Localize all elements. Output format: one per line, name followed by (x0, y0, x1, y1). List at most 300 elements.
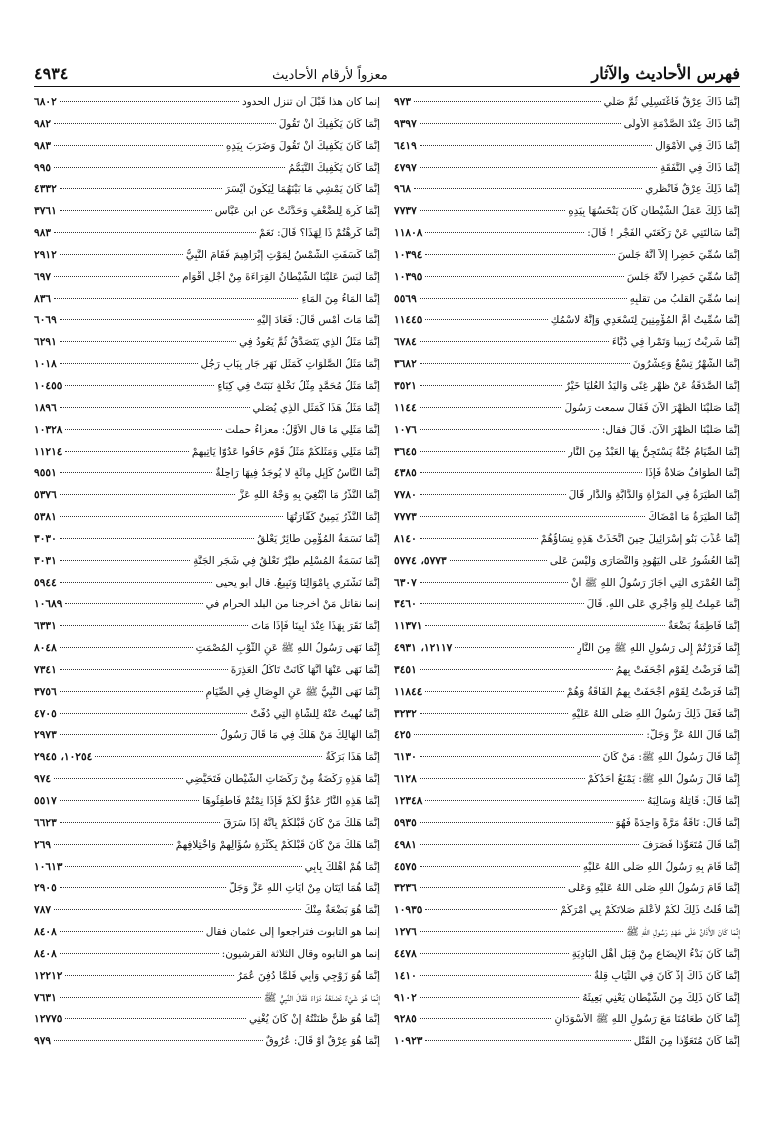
leader-dots (420, 887, 565, 888)
entry-number: ٣٧٥٦ (34, 685, 57, 698)
index-entry (394, 249, 740, 271)
entry-text: إِنَّمَا نَهَى رَسُولُ اللهِ ﷺ عَنِ الثَّوْبِ الْمُصْمَتِ (195, 642, 380, 655)
entry-number: ٤٣٨٥ (394, 467, 417, 480)
entry-number: ٣٥٢١ (394, 379, 417, 392)
entry-text: إِنَّمَا نَهَى النَّبِيُّ ﷺ عَنِ الْوِصَالِ فِي الصِّيَامِ (205, 685, 380, 698)
entry-text: إِنَّمَا هُوَ شَيْءٌ نَصْنَعُهُ دَوَاءً فَقَالَ النَّبِيُّ ﷺ (263, 991, 380, 1004)
entry-text: إِنَّمَا قُلْتُ ذَلِكَ لَكُمْ لأَعْلَمَ صَلاتَكُمْ بِي أَمْرَكُمْ (560, 904, 740, 917)
entry-text: إِنَّمَا هُوَ بَضْعَةٌ مِنْكَ (304, 904, 380, 917)
index-entry (394, 708, 740, 730)
page-title: فهرس الأحاديث والآثار (591, 64, 740, 83)
entry-number: ١٢١١٧، ٤٩٣١ (394, 642, 453, 655)
leader-dots (54, 123, 276, 124)
entry-text: إِنَّمَا فَرَضْتُ لِقَوْمٍ أَجْحَفَتْ بِهِمُ الْفَاقَةُ وَهُمْ (566, 685, 740, 698)
entry-text: إنما كان هذا قَبْلَ أن تنزل الحدود (242, 96, 380, 108)
entry-text: إِنَّمَا كَانَ مُتَعَوِّذاً مِنَ الْقَتْلِ (633, 1035, 740, 1048)
entry-text: إِنَّمَا مَثَلِي وَمَثَلُكُمْ مَثَلُ قَوْمٍ خَافُوا عَدُوّاً يَأْتِيهِمْ (191, 445, 380, 458)
entry-text: إِنَّمَا نَسَمَةُ الْمُؤْمِنِ طَائِرٌ يَعْلُقُ (257, 532, 380, 545)
index-entry (394, 96, 740, 118)
leader-dots (420, 494, 566, 495)
entry-number: ٨٠٤٨ (34, 642, 57, 655)
leader-dots (60, 101, 239, 102)
index-entry (34, 708, 380, 730)
entry-number: ١٢٢١٢ (34, 969, 63, 982)
entry-number: ٧٦٣١ (34, 991, 57, 1004)
entry-number: ١٢٧٧٥ (34, 1013, 63, 1026)
entry-text: إِنَّمَا فَرَرْتُمْ إِلَى رَسُولِ اللهِ ﷺ مِنَ النَّارِ (576, 642, 740, 655)
page-subtitle: معزواً لأرقام الأحاديث (272, 68, 388, 83)
leader-dots (60, 582, 213, 583)
leader-dots (65, 975, 233, 976)
entry-number: ٩٨٣ (34, 139, 52, 152)
leader-dots (60, 647, 193, 648)
leader-dots (420, 582, 568, 583)
entry-number: ١٠١٨ (34, 358, 57, 371)
index-entry (394, 533, 740, 555)
entry-text: إِنَّمَا لَبَسَ عَلَيْنَا الشَّيْطَانُ الْقِرَاءَةَ مِنْ أَجْلِ أَقْوَامٍ (182, 270, 380, 283)
index-entry (394, 970, 740, 992)
index-entry (394, 183, 740, 205)
index-entry (34, 861, 380, 883)
index-entry (394, 904, 740, 926)
leader-dots (65, 866, 301, 867)
leader-dots (60, 713, 248, 714)
entry-text: إِنَّمَا كَرِهْتُمْ ذَا لِهَذَا؟ قَالَ: نَعَمْ (258, 227, 380, 240)
index-entry (394, 1013, 740, 1035)
index-entry (394, 598, 740, 620)
entry-number: ٩٨٣ (34, 227, 52, 240)
index-entry (34, 904, 380, 926)
index-entry (34, 882, 380, 904)
leader-dots (420, 123, 621, 124)
leader-dots (60, 472, 213, 473)
entry-text: إِنَّمَا قَالَ: نَاقَةٌ مَرَّةً وَاحِدَةً فَهُوَ (615, 816, 740, 829)
leader-dots (60, 516, 284, 517)
index-entry (34, 489, 380, 511)
entry-text: إِنَّمَا هُمْ أَهْلُكَ بِأَبِي (304, 860, 380, 873)
entry-number: ٣٦٤٥ (394, 445, 417, 458)
leader-dots (420, 713, 569, 714)
entry-text: إِنَّمَا مَثَلُ هَذَا كَمَثَلِ الَّذِي يُصَلِّي (252, 401, 380, 414)
entry-number: ٨٤٠٨ (34, 947, 57, 960)
entry-number: ١٠٣٢٨ (34, 423, 63, 436)
entry-number: ٤٥٧٥ (394, 860, 417, 873)
leader-dots (54, 844, 173, 845)
index-entry (394, 664, 740, 686)
index-entry (394, 861, 740, 883)
entry-number: ٦٠٦٩ (34, 314, 57, 327)
leader-dots (54, 232, 256, 233)
entry-number: ٩٦٨ (394, 183, 412, 196)
entry-number: ١١٤٤ (394, 401, 417, 414)
leader-dots (420, 538, 538, 539)
entry-number: ٣٠٣٠ (34, 532, 57, 545)
leader-dots (420, 516, 646, 517)
entry-number: ٦١٢٨ (394, 773, 417, 786)
leader-dots (54, 778, 182, 779)
entry-number: ٤٣٣٢ (34, 183, 57, 196)
left-column (34, 96, 380, 1057)
index-entry (34, 205, 380, 227)
entry-number: ٧٣٤١ (34, 663, 57, 676)
entry-text: إنما هو التابوت فتراجعوا إلى عثمان فقال (205, 926, 380, 939)
leader-dots (420, 931, 623, 932)
index-entry (34, 970, 380, 992)
entry-text: إِنَّمَا كُرِهَ لِلضَّعْفِ وَحَدَّثَتْ عن ابنِ عَبَّاسٍ (214, 205, 380, 218)
index-entry (34, 729, 380, 751)
leader-dots (420, 472, 643, 473)
entry-text: إِنَّمَا كَانَ يَمْشِي مَا بَيْنَهُمَا لِيَكُونَ أَيْسَرَ (224, 183, 380, 196)
entry-number: ٤٢٥ (394, 729, 412, 742)
entry-number: ١١٣٧١ (394, 620, 423, 633)
entry-text: إِنَّمَا نَهَى عَنْهَا أَنَّهَا كَانَتْ تَأْكُلُ الْعَذِرَةَ (230, 663, 380, 676)
leader-dots (420, 210, 565, 211)
leader-dots (60, 800, 200, 801)
leader-dots (60, 669, 228, 670)
index-entry (34, 249, 380, 271)
entry-text: إِنَّمَا صَلَّيْنَا الظُّهْرَ الآنَ فَقَالَ سمعت رَسُولَ (564, 401, 740, 414)
entry-number: ٣٢٣٢ (394, 707, 417, 720)
entry-text: إنما سُمِّيَ القلبُ من تقلُّبِهِ (629, 292, 740, 305)
index-entry (34, 380, 380, 402)
leader-dots (420, 975, 591, 976)
entry-text: إِنَّمَا كَانَ يَكْفِيكَ أَنْ تَقُولَ وَضَرَبَ بِيَدِهِ (225, 139, 380, 152)
leader-dots (414, 188, 642, 189)
leader-dots (420, 1018, 552, 1019)
entry-text: إِنَّمَا كَانَ بَدْءُ الإِيضَاعِ مِنْ قِبَلِ أَهْلِ الْبَادِيَةِ (571, 947, 740, 960)
entry-text: إِنَّمَا قَالَ: قَاتِلَهُ وَسَالِبَهُ (647, 795, 740, 807)
leader-dots (420, 363, 630, 364)
entry-number: ١٢٧٦ (394, 926, 417, 939)
entry-text: إِنَّمَا صَلَّيْنَا الظُّهْرَ الآنَ. قَالَ فقال: (601, 423, 740, 436)
index-entry (34, 555, 380, 577)
leader-dots (65, 603, 202, 604)
leader-dots (65, 1018, 246, 1019)
entry-number: ٩١٠٢ (394, 991, 417, 1004)
entry-text: إِنَّمَا مَثَلُ الَّذِي يَتَصَدَّقُ ثُمَّ يَعُودُ فِي (239, 336, 380, 349)
leader-dots (60, 931, 203, 932)
entry-text: إِنَّمَا سُمِّيتُ أُمَّ الْمُؤْمِنِينَ لِتَسْعَدِي وَإِنَّهُ لاسْمُكِ (550, 314, 740, 327)
entry-text: إِنَّمَا ذَلِكَ عِرْقٌ فَانْظُرِي (645, 183, 740, 196)
entry-number: ٣٤٥١ (394, 663, 417, 676)
entry-number: ٦١٣٠ (394, 751, 417, 764)
index-entry (394, 882, 740, 904)
index-entry (394, 118, 740, 140)
index-entry (34, 686, 380, 708)
leader-dots (60, 319, 254, 320)
index-entry (34, 511, 380, 533)
entry-text: إِنَّمَا هُوَ زَوْجِي وَأَبِي فَلَمَّا دُفِنَ عُمَرُ (236, 969, 380, 982)
leader-dots (420, 756, 600, 757)
entry-number: ١١٤٤٥ (394, 314, 423, 327)
index-entry (394, 293, 740, 315)
index-entry (394, 926, 740, 948)
index-entry (394, 817, 740, 839)
index-entry (34, 992, 380, 1014)
leader-dots (54, 145, 223, 146)
leader-dots (420, 778, 585, 779)
leader-dots (414, 101, 601, 102)
leader-dots (60, 188, 222, 189)
entry-number: ٣٤٦٠ (394, 598, 417, 611)
entry-text: إِنَّمَا كَسَفَتِ الشَّمْسُ لِمَوْتِ إِبْرَاهِيمَ فَقَامَ النَّبِيُّ (185, 248, 380, 261)
index-entry (394, 620, 740, 642)
index-entry (394, 555, 740, 577)
entry-number: ٥٩٣٥ (394, 816, 417, 829)
entry-text: إِنَّمَا الطِّيَرَةُ فِي الْمَرْأَةِ وَالدَّابَّةِ وَالدَّارِ قَالَ (568, 489, 740, 502)
entry-number: ١٤١٠ (394, 969, 417, 982)
index-entry (34, 446, 380, 468)
entry-text: إِنَّمَا مَثَلِي مَا قال الأَوَّلُ: معزاءُ حملت (224, 423, 380, 436)
index-entry (394, 948, 740, 970)
index-entry (394, 271, 740, 293)
entry-text: إِنَّمَا نَشْتَرِي بِأَمْوَالِنَا وَنَبِيعُ. قال أبو يحيى (215, 576, 380, 589)
entry-number: ٥٥٦٩ (394, 292, 417, 305)
entry-number: ٤٧٩٧ (394, 161, 417, 174)
leader-dots (60, 734, 217, 735)
index-entry (394, 205, 740, 227)
entry-number: ١٠٧٦ (394, 423, 417, 436)
entry-text: إِنَّمَا سُمِّيَ خَضِراً لأَنَّهُ جَلَسَ (626, 270, 740, 283)
entry-number: ٨١٤٠ (394, 532, 417, 545)
entry-text: إنما نقاتل مَنْ أخرجنا من البلد الحرام في (205, 598, 380, 611)
leader-dots (420, 953, 569, 954)
entry-number: ٤٩٨١ (394, 838, 417, 851)
index-entry (34, 577, 380, 599)
entry-text: إِنَّمَا الْمَاءُ مِنَ الْمَاءِ (301, 292, 380, 305)
leader-dots (54, 276, 179, 277)
index-entry (34, 795, 380, 817)
index-entry (394, 140, 740, 162)
entry-number: ١٠٦٨٩ (34, 598, 63, 611)
entry-text: إِنَّمَا هَذِهِ النَّارُ عَدُوٌّ لَكُمْ فَإِذَا نِمْتُمْ فَأَطْفِئُوهَا (202, 795, 380, 807)
index-entry (34, 424, 380, 446)
right-column (394, 96, 740, 1057)
leader-dots (54, 1040, 263, 1041)
leader-dots (60, 691, 203, 692)
entry-number: ٩٩٥ (34, 161, 52, 174)
entry-text: إِنَّمَا قَالَ رَسُولُ اللهِ ﷺ: مَنْ كَانَ (602, 751, 740, 764)
entry-text: إِنَّمَا فَرَضْتُ لِقَوْمٍ أَجْحَفَتْ بِهِمُ (615, 663, 740, 676)
index-entry (394, 402, 740, 424)
entry-text: إِنَّمَا هُوَ عِرْقٌ أَوْ قَالَ: عُرُوقٌ (265, 1035, 380, 1048)
leader-dots (420, 844, 640, 845)
entry-number: ٥٥١٧ (34, 795, 57, 807)
entry-number: ٥٩٤٤ (34, 576, 57, 589)
index-entry (394, 795, 740, 817)
entry-number: ١٠٩٢٣ (394, 1035, 423, 1048)
index-entry (34, 183, 380, 205)
entry-text: إِنَّمَا ذَاكَ عِنْدَ الصَّدْمَةِ الأُولَى (623, 117, 740, 130)
index-entry (394, 686, 740, 708)
index-entry (34, 751, 380, 773)
leader-dots (425, 691, 563, 692)
entry-text: إِنَّمَا الْهَالِكُ مَنْ هَلَكَ فِي مَا قَالَ رَسُولُ (220, 729, 380, 742)
entry-number: ٤٧٠٥ (34, 707, 57, 720)
index-entry (394, 773, 740, 795)
entry-text: إِنَّمَا الصِّيَامُ جُنَّةٌ يَسْتَجِنُّ بِهَا الْعَبْدُ مِنَ النَّارِ (567, 445, 740, 458)
leader-dots (425, 909, 557, 910)
leader-dots (60, 625, 248, 626)
index-entry (394, 642, 740, 664)
entry-number: ٩٨٢ (34, 117, 52, 130)
index-entry (394, 380, 740, 402)
index-entry (34, 271, 380, 293)
leader-dots (420, 298, 627, 299)
entry-text: إِنَّمَا الْعُشُورُ عَلَى الْيَهُودِ وَالنَّصَارَى وَلَيْسَ عَلَى (549, 554, 740, 567)
index-entry (34, 664, 380, 686)
index-entry (34, 314, 380, 336)
entry-number: ٧٧٧٣ (394, 511, 417, 524)
entry-number: ٩٧٩ (34, 1035, 52, 1048)
entry-number: ١٢٣٤٨ (394, 795, 423, 807)
entry-number: ٨٣٦ (34, 292, 52, 305)
leader-dots (60, 363, 198, 364)
leader-dots (420, 866, 580, 867)
entry-number: ٢٩٧٣ (34, 729, 57, 742)
entry-text: إِنَّمَا هُمَا آيَتَانِ مِنْ آيَاتِ اللهِ عَزَّ وَجَلَّ (229, 882, 380, 895)
entry-text: إِنَّمَا كَانَ يَكْفِيكَ أَنْ تَقُولَ (278, 117, 380, 130)
entry-text: إِنَّمَا ذَاكَ عِرْقٌ فَاغْتَسِلِي ثُمَّ صَلِّي (603, 96, 740, 108)
leader-dots (60, 997, 261, 998)
entry-text: إِنَّمَا النَّذْرُ يَمِينٌ كَفَّارَتُهَا (286, 511, 380, 524)
entry-number: ٥٣٨١ (34, 511, 57, 524)
index-entry (394, 227, 740, 249)
entry-number: ١٨٩٦ (34, 401, 57, 414)
entry-text: إِنَّمَا نَسَمَةُ الْمُسْلِمِ طَيْرٌ تَعْلُقُ فِي شَجَرِ الْجَنَّةِ (193, 554, 380, 567)
entry-number: ١٠٦١٣ (34, 860, 63, 873)
entry-number: ٩٧٣ (394, 96, 412, 108)
index-entry (34, 162, 380, 184)
entry-number: ١١٢١٤ (34, 445, 63, 458)
leader-dots (60, 254, 183, 255)
entry-text: إِنَّمَا قَامَ رَسُولُ اللهِ صَلَّى اللهُ عَلَيْهِ وَعَلَى (568, 882, 740, 895)
leader-dots (420, 167, 657, 168)
index-entry (34, 620, 380, 642)
index-entry (394, 424, 740, 446)
leader-dots (60, 341, 236, 342)
leader-dots (54, 167, 285, 168)
index-entry (34, 227, 380, 249)
leader-dots (414, 734, 643, 735)
index-entry (394, 751, 740, 773)
entry-number: ١٠٤٥٥ (34, 379, 63, 392)
entry-text: إِنَّمَا هُوَ ظَنٌّ ظَنَنْتُهُ إِنْ كَانَ يُغْنِي (248, 1013, 380, 1026)
page-header (34, 60, 740, 87)
index-entry (34, 467, 380, 489)
entry-text: إِنَّمَا ذَاكَ فِي الأَمْوَالِ (655, 139, 740, 152)
entry-text: إِنَّمَا قَالَ رَسُولُ اللهِ ﷺ: يَمْنَعُ أَحَدُكُمْ (587, 773, 740, 786)
index-entry (394, 162, 740, 184)
index-entry (394, 1035, 740, 1057)
entry-number: ٩٢٨٥ (394, 1013, 417, 1026)
entry-number: ٩٣٩٧ (394, 117, 417, 130)
index-entry (34, 402, 380, 424)
index-entry (394, 336, 740, 358)
entry-number: ٥٧٧٣، ٥٧٧٤ (394, 554, 447, 567)
entry-text: إِنَّمَا فَعَلَ ذَلِكَ رَسُولُ اللهِ صَلَّى اللهُ عَلَيْهِ (571, 707, 740, 720)
entry-text: إِنَّمَا هَلَكَ مَنْ كَانَ قَبْلَكُمْ بِكَثْرَةِ سُؤَالِهِمْ وَاخْتِلافِهِمْ (175, 838, 380, 851)
leader-dots (450, 560, 547, 561)
leader-dots (420, 997, 579, 998)
leader-dots (425, 1040, 630, 1041)
leader-dots (60, 538, 254, 539)
leader-dots (425, 800, 644, 801)
index-entry (394, 489, 740, 511)
entry-number: ٦٤١٩ (394, 139, 417, 152)
leader-dots (65, 451, 188, 452)
entry-number: ٣٦٨٢ (394, 358, 417, 371)
entry-text: إِنَّمَا نَقَرَ بِهَذَا عِنْدَ أَبِينَا فَإِذَا مَاتَ (251, 620, 380, 633)
entry-text: إِنَّمَا الصَّدَقَةُ عَنْ ظَهْرِ غِنًى وَالْيَدُ الْعُلْيَا خَيْرٌ (564, 379, 740, 392)
entry-text: إِنَّمَا فَاطِمَةُ بَضْعَةٌ (667, 620, 740, 633)
index-entry (34, 817, 380, 839)
index-entry (34, 598, 380, 620)
entry-number: ٦٣٠٧ (394, 576, 417, 589)
entry-number: ٣٧٦١ (34, 205, 57, 218)
index-entry (34, 926, 380, 948)
entry-text: إِنَّمَا الطِّيَرَةُ مَا أَمْضَاكَ (648, 511, 740, 524)
index-entry (394, 358, 740, 380)
leader-dots (420, 451, 565, 452)
entry-text: إِنَّمَا قَالَ مُتَعَوِّذاً فَصَرَفَ (642, 838, 740, 851)
entry-number: ٦٢٩١ (34, 336, 57, 349)
entry-text: إنما هو التابوه وقال الثلاثة القرشيون: (221, 947, 380, 960)
leader-dots (60, 822, 221, 823)
entry-number: ٦٧٨٤ (394, 336, 417, 349)
index-entry (34, 839, 380, 861)
entry-text: إِنَّمَا شَرِبْتُ زَبِيباً وَتَمْراً فِي دُبَّاءَ (611, 336, 740, 349)
entry-text: إِنَّمَا النَّذْرُ مَا ابْتُغِيَ بِهِ وَجْهُ اللهِ عَزَّ (238, 489, 380, 502)
entry-number: ٦٩٧ (34, 270, 52, 283)
entry-number: ٣٠٣١ (34, 554, 57, 567)
entry-number: ١١٨٤٤ (394, 685, 423, 698)
entry-text: إِنَّمَا نُهِيتُ عَنْهُ لِلشَّاةِ الَّتِي دُفَّتْ (250, 707, 380, 720)
entry-number: ٩٧٤ (34, 773, 52, 786)
index-entry (34, 533, 380, 555)
leader-dots (54, 298, 298, 299)
entry-number: ٢٩١٢ (34, 248, 57, 261)
leader-dots (425, 254, 614, 255)
entry-number: ٣٢٣٦ (394, 882, 417, 895)
entry-number: ٨٤٠٨ (34, 926, 57, 939)
entry-number: ٧٧٣٧ (394, 205, 417, 218)
entry-number: ١٠٣٩٥ (394, 270, 423, 283)
entry-text: إِنَّمَا مَثَلُ الصَّلَوَاتِ كَمَثَلِ نَهَرٍ جَارٍ بِبَابِ رَجُلٍ (200, 358, 380, 371)
entry-number: ٥٣٧٦ (34, 489, 57, 502)
entry-text: إِنَّمَا الطَّوَافُ صَلاةٌ فَإِذَا (645, 467, 740, 480)
entry-text: إِنَّمَا سَأَلْتَنِي عَنْ رَكْعَتَيِ الْفَجْرِ ! قَالَ: (587, 227, 740, 240)
index-entry (394, 992, 740, 1014)
entry-text: إِنَّمَا مَثَلُ مُحَمَّدٍ مِثْلُ نَخْلَةٍ نَبَتَتْ فِي كِبَاءٍ (217, 379, 380, 392)
entry-text: إِنَّمَا هَذَا بَرَكَةٌ (325, 751, 380, 764)
index-entry (394, 467, 740, 489)
entry-text: إِنَّمَا ذَاكَ فِي النَّفَقَةِ (660, 161, 740, 174)
entry-text: إِنَّمَا الشَّهْرُ تِسْعٌ وَعِشْرُونَ (632, 358, 740, 371)
leader-dots (420, 385, 562, 386)
entry-text: إِنَّمَا كَانَ ذَلِكَ مِنَ الشَّيْطَانِ يَعْنِي بَعِيثَهُ (582, 991, 740, 1004)
entry-text: إِنَّمَا الْعُمْرَى الَّتِي أَجَازَ رَسُولُ اللهِ ﷺ أَنْ (570, 576, 740, 589)
leader-dots (65, 429, 222, 430)
entry-number: ٢٦٩ (34, 838, 52, 851)
index-entry (394, 729, 740, 751)
leader-dots (420, 145, 652, 146)
leader-dots (420, 429, 599, 430)
entry-text: إِنَّمَا سُمِّيَ خَضِراً إِلاَّ أَنَّهُ جَلَسَ (617, 248, 740, 261)
leader-dots (420, 669, 613, 670)
entry-text: إِنَّمَا النَّاسُ كَإِبِلٍ مِائَةٍ لا يُوجَدُ فِيهَا رَاحِلَةٌ (215, 467, 380, 480)
index-entry (34, 96, 380, 118)
